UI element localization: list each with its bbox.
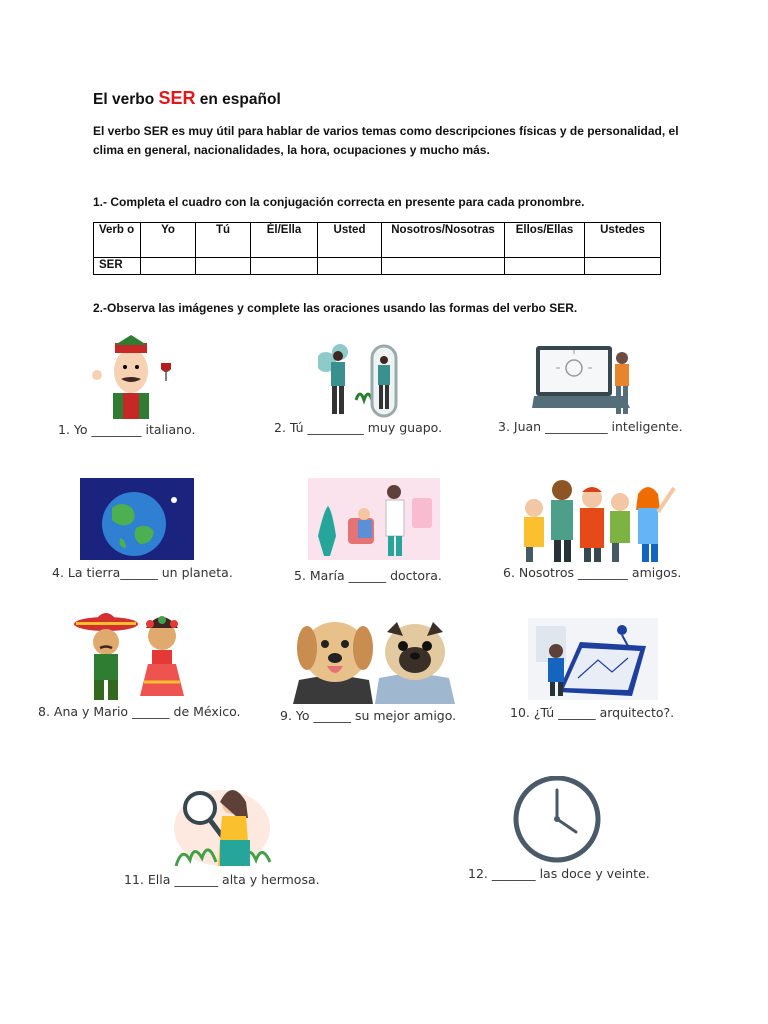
exercise2-instruction: 2.-Observa las imágenes y complete las oraciones usando las formas del verbo SER. [93, 301, 578, 315]
header-cell: Él/Ella [251, 223, 318, 258]
laptop-idea-icon [530, 338, 660, 420]
header-cell: Tú [196, 223, 251, 258]
dogs-icon [293, 614, 457, 704]
answer-cell[interactable] [141, 258, 196, 275]
row-label: SER [94, 258, 141, 275]
doctor-icon [308, 478, 440, 560]
title-prefix: El verbo [93, 91, 159, 108]
conjugation-table [93, 222, 661, 275]
earth-icon [80, 478, 194, 560]
answer-cell[interactable] [251, 258, 318, 275]
sentence-caption: 4. La tierra______ un planeta. [52, 565, 233, 580]
sentence-caption: 9. Yo ______ su mejor amigo. [280, 708, 457, 723]
clock-icon [512, 776, 604, 864]
exercise1-instruction: 1.- Completa el cuadro con la conjugación correcta en presente para cada pronombre. [93, 195, 585, 209]
answer-cell[interactable] [382, 258, 505, 275]
worksheet-title [93, 88, 281, 109]
sentence-caption: 11. Ella _______ alta y hermosa. [124, 872, 320, 887]
title-highlight: SER [158, 88, 196, 108]
woman-magnifier-icon [166, 778, 278, 870]
table-row [94, 258, 661, 275]
man-mirror-icon [318, 340, 408, 420]
sentence-caption: 5. María ______ doctora. [294, 568, 442, 583]
header-cell: Ustedes [585, 223, 661, 258]
sentence-caption: 3. Juan __________ inteligente. [498, 419, 683, 434]
italian-waiter-icon [85, 335, 185, 420]
sentence-caption: 12. _______ las doce y veinte. [468, 866, 650, 881]
sentence-caption: 2. Tú _________ muy guapo. [274, 420, 443, 435]
intro-paragraph: El verbo SER es muy útil para hablar de varios temas como descripciones físicas y de personalidad, el clima en general, nacionalidades, la hora, ocupaciones y mucho más. [93, 124, 679, 157]
answer-cell[interactable] [196, 258, 251, 275]
answer-cell[interactable] [585, 258, 661, 275]
header-cell: Usted [318, 223, 382, 258]
table-header-row [94, 223, 661, 258]
answer-cell[interactable] [505, 258, 585, 275]
title-suffix: en español [195, 91, 281, 108]
header-cell: Verb o [94, 223, 141, 258]
header-cell: Ellos/Ellas [505, 223, 585, 258]
sentence-caption: 1. Yo ________ italiano. [58, 422, 196, 437]
architect-icon [528, 618, 658, 700]
sentence-caption: 8. Ana y Mario ______ de México. [38, 704, 241, 719]
header-cell: Nosotros/Nosotras [382, 223, 505, 258]
sentence-caption: 6. Nosotros ________ amigos. [503, 565, 682, 580]
header-cell: Yo [141, 223, 196, 258]
answer-cell[interactable] [318, 258, 382, 275]
mexican-couple-icon [72, 608, 196, 704]
friends-group-icon [508, 476, 680, 564]
sentence-caption: 10. ¿Tú ______ arquitecto?. [510, 705, 675, 720]
